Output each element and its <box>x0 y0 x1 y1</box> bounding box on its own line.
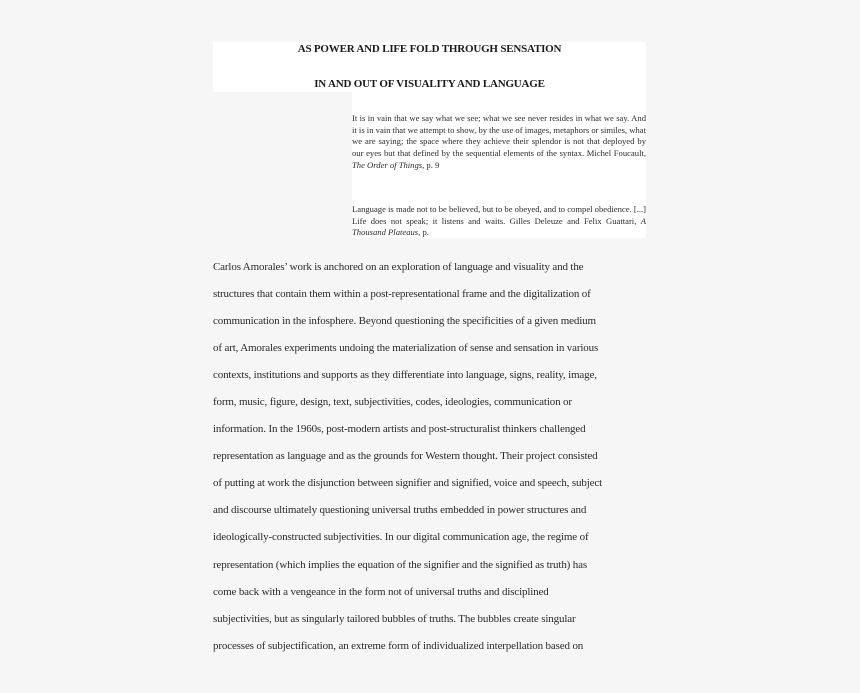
epigraph-work-title: A Thousand Plateaus <box>352 215 646 238</box>
body-line: communication in the infosphere. Beyond questioning the specificities of a given medium <box>213 315 596 328</box>
epigraph-work-title: The Order of Things <box>352 159 423 170</box>
body-line: of putting at work the disjunction between signifier and signified, voice and speech, subject <box>213 477 602 490</box>
body-line: structures that contain them within a post-representational frame and the digitalization of <box>213 288 591 301</box>
body-line: ideologically-constructed subjectivities. In our digital communication age, the regime of <box>213 531 589 544</box>
epigraph-text: Language is made not to be believed, but to be obeyed, and to compel obedience. [...] Life does not speak; it listens and waits. Gilles Deleuze and Felix Guattari, <box>352 204 646 226</box>
epigraph-suffix: , p. <box>418 227 429 238</box>
title-block <box>213 42 646 92</box>
body-line: contexts, institutions and supports as they differentiate into language, signs, reality, image, <box>213 369 597 382</box>
epigraph-block <box>352 92 646 238</box>
epigraph-suffix: , p. 9 <box>422 159 440 170</box>
body-line: processes of subjectification, an extreme form of individualized interpellation based on <box>213 639 584 652</box>
body-line: Carlos Amorales’ work is anchored on an exploration of language and visuality and the <box>213 261 584 273</box>
body-line: and discourse ultimately questioning universal truths embedded in power structures and <box>213 504 587 517</box>
body-line: information. In the 1960s, post-modern artists and post-structuralist thinkers challenged <box>213 423 586 436</box>
body-line: of art, Amorales experiments undoing the materialization of sense and sensation in various <box>213 342 599 355</box>
body-line: come back with a vengeance in the form not of universal truths and disciplined <box>213 585 549 598</box>
epigraph-deleuze-guattari <box>352 204 646 239</box>
body-line: representation (which implies the equation of the signifier and the signified as truth) has <box>213 558 587 571</box>
epigraph-foucault <box>352 113 646 172</box>
body-line: form, music, figure, design, text, subjectivities, codes, ideologies, communication or <box>213 396 572 409</box>
epigraph-text: It is in vain that we say what we see; what we see never resides in what we say. And it is in vain that we attempt to show, by the use of images, metaphors or similes, what we are saying; the space where they achieve their splendor is not that deployed by our eyes but that defined by the sequential elements of the syntax. Michel Foucault, <box>352 113 646 159</box>
title-line-1: AS POWER AND LIFE FOLD THROUGH SENSATION <box>297 43 562 55</box>
title-line-2: IN AND OUT OF VISUALITY AND LANGUAGE <box>314 78 545 90</box>
body-line: representation as language and as the grounds for Western thought. Their project consisted <box>213 450 598 463</box>
body-paragraph <box>213 258 653 664</box>
body-line: subjectivities, but as singularly tailored bubbles of truths. The bubbles create singular <box>213 612 576 625</box>
